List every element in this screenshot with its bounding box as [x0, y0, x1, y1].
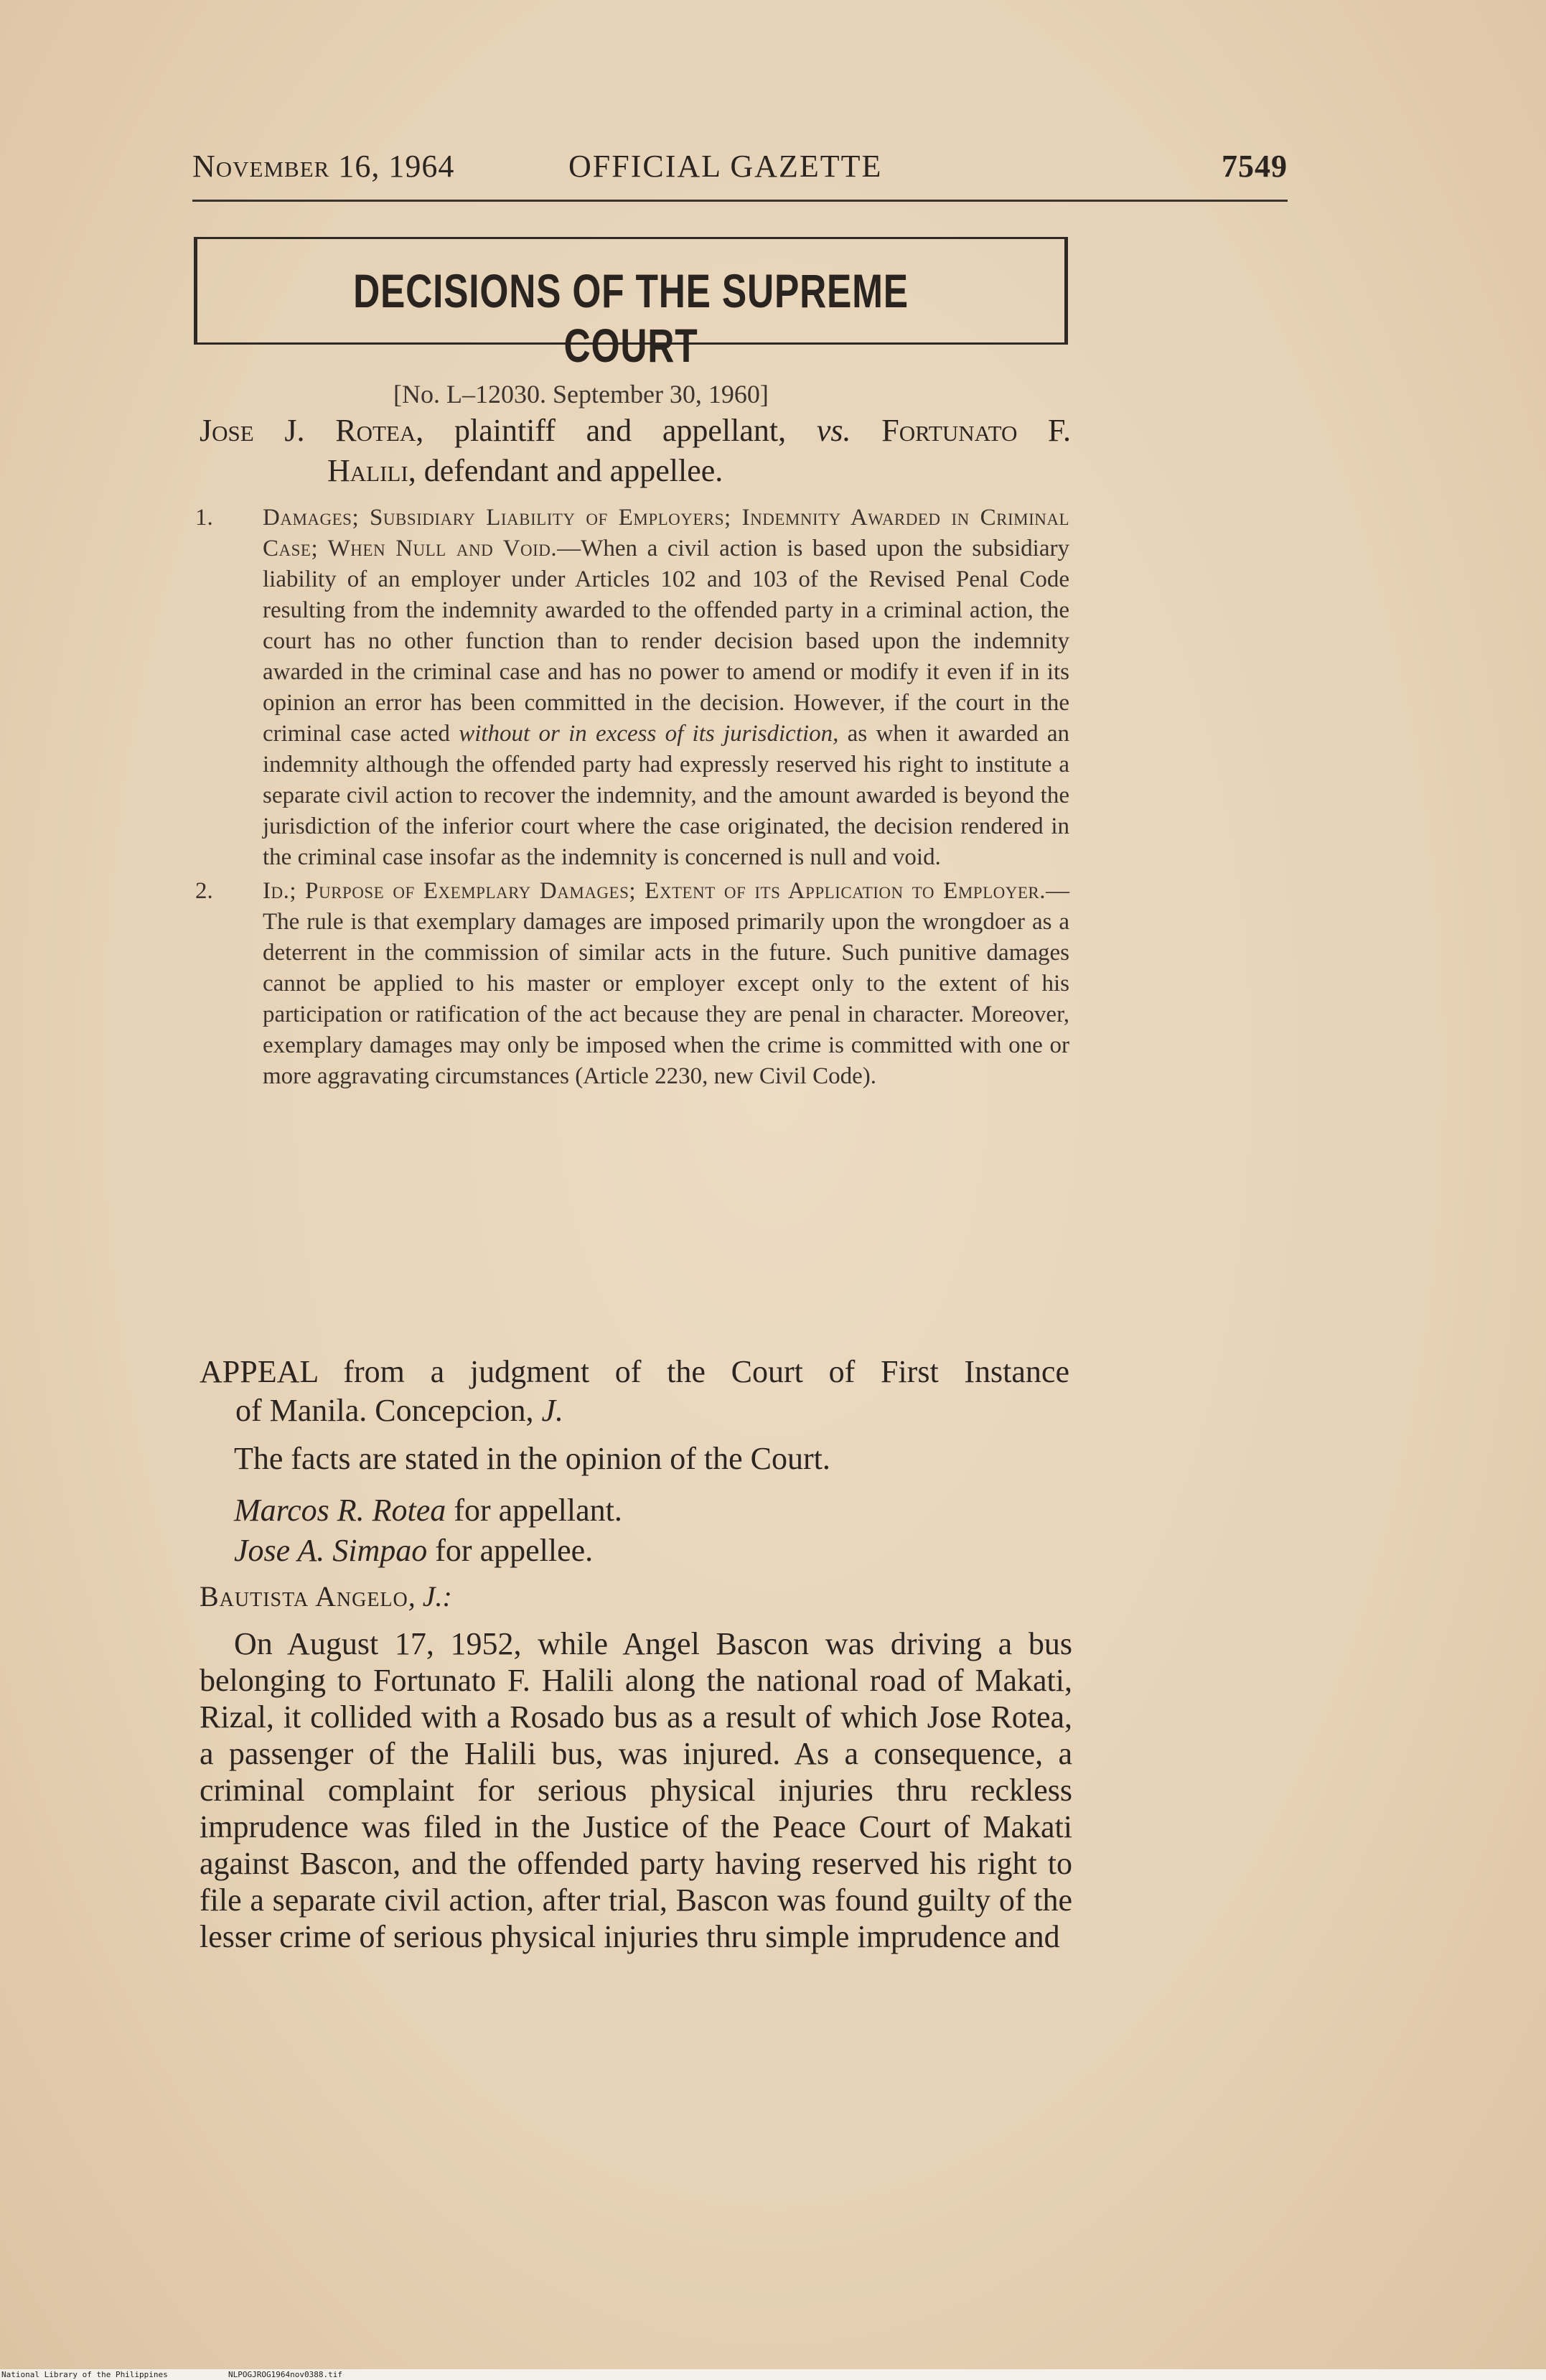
counsel-role: for appellant. [446, 1493, 622, 1528]
counsel-list [234, 1490, 622, 1571]
counsel-appellee [234, 1531, 622, 1571]
syllabus [195, 503, 1069, 1095]
section-title: DECISIONS OF THE SUPREME COURT [353, 264, 909, 372]
defendant-role: , defendant and appellee. [408, 453, 723, 488]
appeal-line-2 [200, 1391, 1069, 1430]
header-rule [192, 200, 1288, 202]
counsel-name: Marcos R. Rotea [234, 1493, 446, 1528]
syllabus-body: —When a civil action is based upon the subsidiary liability of an employer under Articles 102 and 103 of the Revised Penal Code resulting from the indemnity awarded to the offended party in a criminal action, the court has no other function than to render decision based upon the indemnity awarded in the criminal case and has no power to amend or modify it even if in its opinion an error has been committed in the decision. However, if the court in the criminal case acted [263, 536, 1069, 747]
case-number: [No. L–12030. September 30, 1960] [393, 380, 769, 409]
footer-file: NLPOGJROG1964nov0388.tif [228, 2370, 342, 2379]
case-parties [200, 411, 1071, 491]
counsel-appellant [234, 1490, 622, 1531]
appeal-line-1: APPEAL from a judgment of the Court of First Instance [200, 1354, 1069, 1389]
opinion-paragraph: On August 17, 1952, while Angel Bascon was driving a bus belonging to Fortunato F. Halili along the national road of Makati, Rizal, it collided with a Rosado bus as a result of which Jose Rotea, a passenger of the Halili bus, was injured. As a consequence, a criminal complaint for serious physical injuries thru reckless imprudence was filed in the Justice of the Peace Court of Makati against Bascon, and the offended party having reserved his right to file a separate civil action, after trial, Bascon was found guilty of the lesser crime of serious physical injuries thru simple imprudence and [200, 1626, 1072, 1954]
publication-title: OFFICIAL GAZETTE [568, 149, 883, 184]
appeal-judge: J. [541, 1393, 563, 1428]
syllabus-heading: Damages; Subsidiary Liability of Employers; Indemnity Awarded in Criminal Case; When Null and Void. [263, 505, 1069, 561]
scan-footer [0, 2369, 1546, 2380]
syllabus-text [263, 503, 1069, 873]
syllabus-italic: without or in excess of its jurisdiction, [459, 721, 839, 747]
plaintiff-name: Jose J. Rotea [200, 413, 416, 448]
syllabus-item [195, 876, 1069, 1092]
ponente-suffix: , J.: [408, 1580, 452, 1613]
ponente-name: Bautista Angelo [200, 1580, 408, 1613]
counsel-name: Jose A. Simpao [234, 1533, 428, 1568]
appeal-court: of Manila. Concepcion, [235, 1393, 542, 1428]
defendant-name-last: Halili [327, 453, 408, 488]
syllabus-body-cont: as when it awarded an indemnity although the offended party had expressly reserved his right to institute a separate civil action to recover the indemnity, and the amount awarded is beyond the jurisdiction of the inferior court where the case originated, the decision rendered in the criminal case insofar as the indemnity is concerned is null and void. [263, 721, 1069, 870]
section-banner [194, 237, 1068, 372]
running-header [192, 148, 1288, 191]
issue-date: November 16, 1964 [192, 149, 455, 184]
appeal-statement [200, 1353, 1069, 1430]
facts-statement: The facts are stated in the opinion of the Court. [234, 1441, 830, 1476]
counsel-role: for appellee. [427, 1533, 594, 1568]
syllabus-number: 1. [195, 505, 213, 531]
syllabus-body: —The rule is that exemplary damages are imposed primarily upon the wrongdoer as a deterrent in the commission of similar acts in the future. Such punitive damages cannot be applied to his master or employer except only to the extent of his participation or ratification of the act because they are penal in character. Moreover, exemplary damages may only be imposed when the crime is committed with one or more aggravating circumstances (Article 2230, new Civil Code). [263, 878, 1069, 1089]
plaintiff-role: , plaintiff and appellant, [416, 413, 787, 448]
defendant-name-first: Fortunato F. [881, 413, 1071, 448]
footer-source: National Library of the Philippines [1, 2370, 168, 2379]
syllabus-heading: Id.; Purpose of Exemplary Damages; Extent of its Application to Employer. [263, 878, 1046, 904]
syllabus-number: 2. [195, 878, 213, 904]
ponente [200, 1579, 452, 1613]
parties-line-2 [200, 451, 1071, 491]
syllabus-item [195, 503, 1069, 873]
page-number: 7549 [1222, 149, 1288, 184]
versus: vs. [816, 413, 851, 448]
syllabus-text [263, 876, 1069, 1092]
parties-line-1 [200, 411, 1071, 451]
